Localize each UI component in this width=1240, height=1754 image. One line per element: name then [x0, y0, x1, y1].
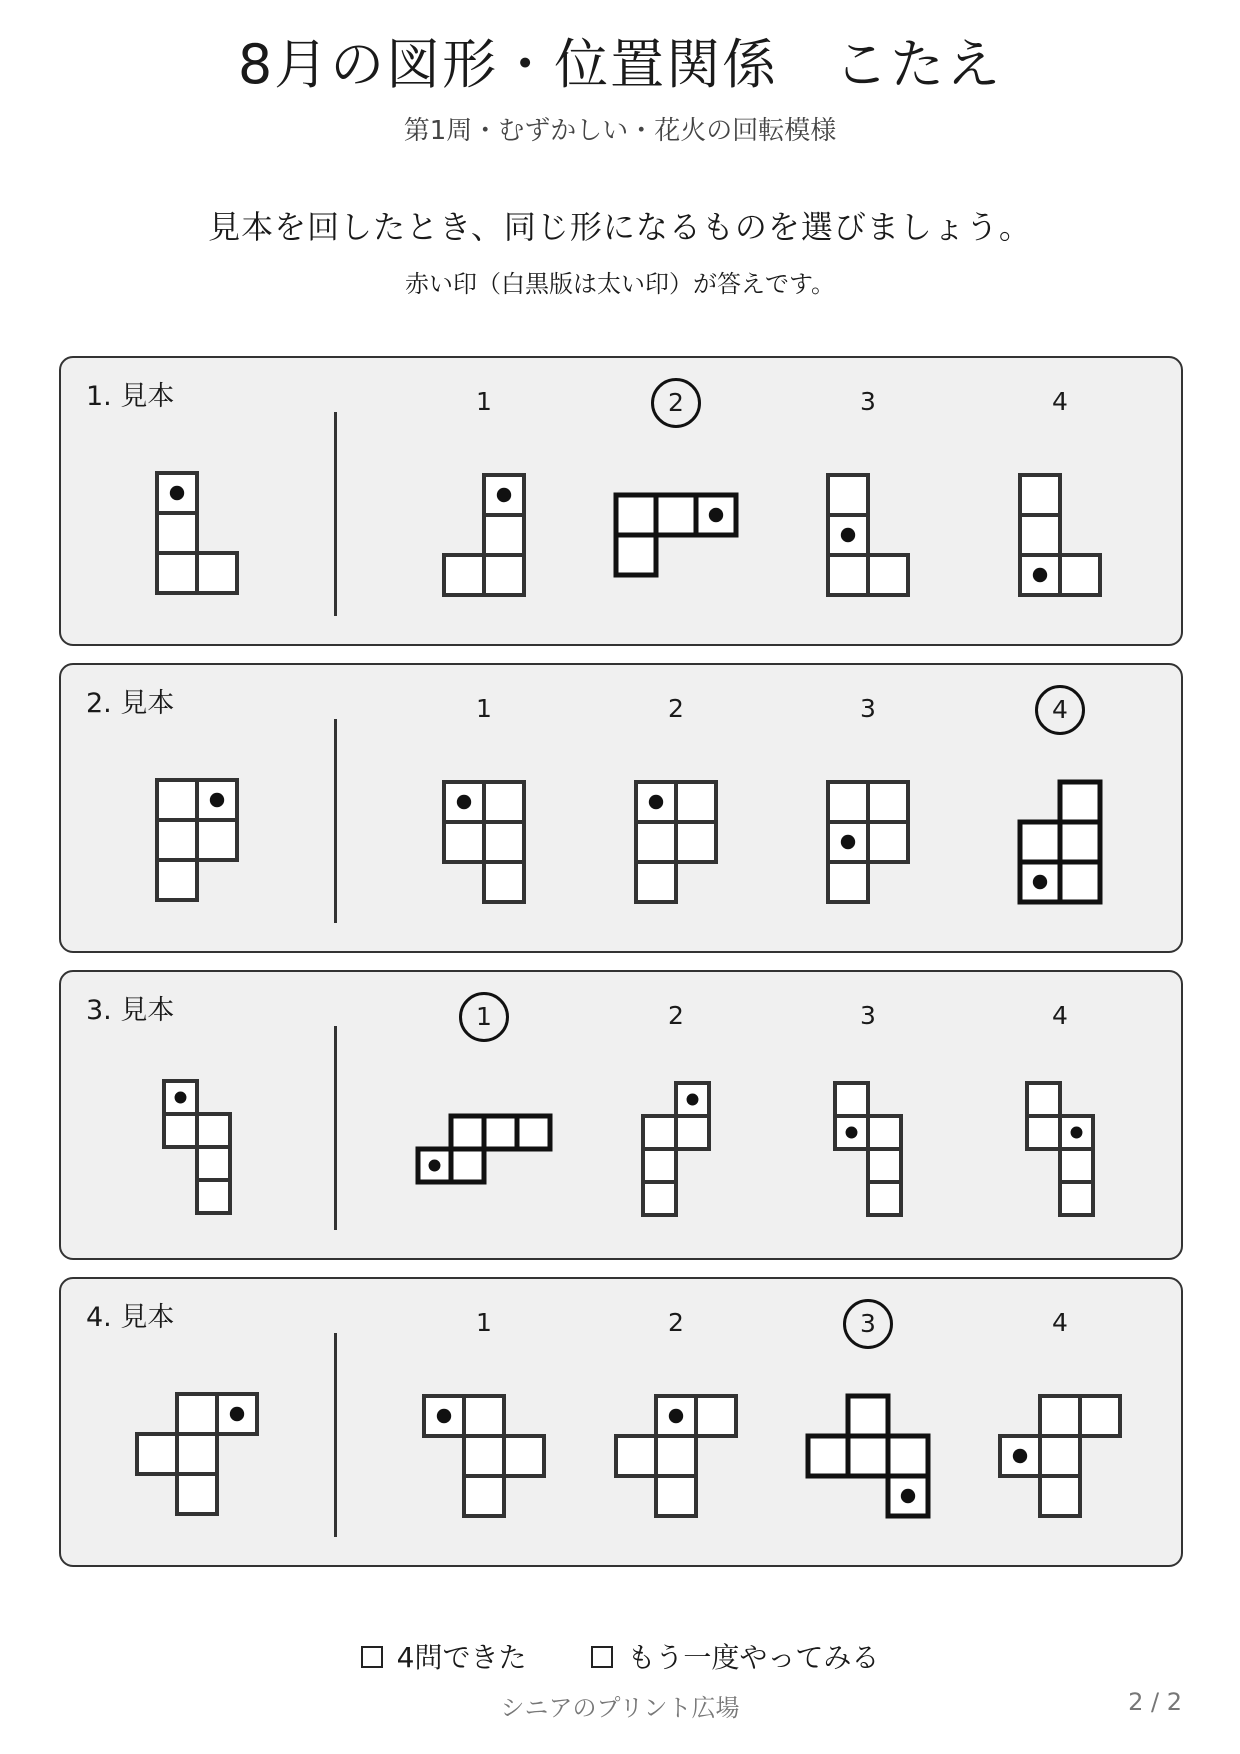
- question-label: 2. 見本: [86, 688, 175, 719]
- grid-cell: [1080, 1396, 1120, 1436]
- question-panel: [59, 356, 1183, 646]
- option-number[interactable]: 3: [860, 387, 876, 416]
- grid-cell: [1060, 555, 1100, 595]
- marker-dot: [1013, 1449, 1027, 1463]
- checkbox-icon[interactable]: [591, 1646, 613, 1668]
- footer-site: シニアのプリント広場: [500, 1694, 740, 1722]
- option-shape-4: [61, 972, 1185, 1262]
- instruction-text: 見本を回したとき、同じ形になるものを選びましょう。: [208, 208, 1032, 246]
- option-number[interactable]: 3: [860, 694, 876, 723]
- option-shape-4: [61, 358, 1185, 648]
- grid-cell: [1060, 1149, 1093, 1182]
- question-panel: [59, 1277, 1183, 1567]
- option-number[interactable]: 2: [668, 1308, 684, 1337]
- option-number[interactable]: 4: [1052, 1308, 1068, 1337]
- answer-number-circled[interactable]: 1: [459, 992, 509, 1042]
- grid-cell: [1020, 475, 1060, 515]
- question-label: 4. 見本: [86, 1302, 175, 1333]
- option-number[interactable]: 1: [476, 1308, 492, 1337]
- option-number[interactable]: 3: [860, 1001, 876, 1030]
- question-panel: [59, 970, 1183, 1260]
- grid-cell: [1020, 515, 1060, 555]
- grid-cell: [1060, 1182, 1093, 1215]
- option-number[interactable]: 1: [476, 694, 492, 723]
- option-number[interactable]: 4: [1052, 387, 1068, 416]
- option-shape-4: [61, 1279, 1185, 1569]
- check-item-done[interactable]: 4問できた: [361, 1641, 527, 1674]
- check-item-retry[interactable]: もう一度やってみる: [591, 1641, 879, 1674]
- option-number[interactable]: 2: [668, 694, 684, 723]
- option-number[interactable]: 1: [476, 387, 492, 416]
- marker-dot: [1033, 568, 1047, 582]
- grid-cell: [1060, 782, 1100, 822]
- grid-cell: [1027, 1083, 1060, 1116]
- option-number[interactable]: 2: [668, 1001, 684, 1030]
- grid-cell: [1060, 862, 1100, 902]
- answer-number-circled[interactable]: 4: [1035, 685, 1085, 735]
- option-number[interactable]: 4: [1052, 1001, 1068, 1030]
- grid-cell: [1040, 1476, 1080, 1516]
- option-shape-4: [61, 665, 1185, 955]
- grid-cell: [1020, 822, 1060, 862]
- question-label: 3. 見本: [86, 995, 175, 1026]
- page-subtitle: 第1周・むずかしい・花火の回転模様: [403, 116, 837, 146]
- grid-cell: [1027, 1116, 1060, 1149]
- grid-cell: [1040, 1436, 1080, 1476]
- grid-cell: [1040, 1396, 1080, 1436]
- marker-dot: [1033, 875, 1047, 889]
- page-title: 8月の図形・位置関係 こたえ: [237, 33, 1003, 96]
- answer-number-circled[interactable]: 3: [843, 1299, 893, 1349]
- answer-number-circled[interactable]: 2: [651, 378, 701, 428]
- answer-note: 赤い印（白黒版は太い印）が答えです。: [404, 270, 836, 298]
- checkbox-icon[interactable]: [361, 1646, 383, 1668]
- page-number: 2 / 2: [1128, 1688, 1182, 1716]
- checklist: [0, 1636, 1240, 1676]
- question-label: 1. 見本: [86, 381, 175, 412]
- grid-cell: [1060, 822, 1100, 862]
- question-panel: [59, 663, 1183, 953]
- marker-dot: [1071, 1127, 1083, 1139]
